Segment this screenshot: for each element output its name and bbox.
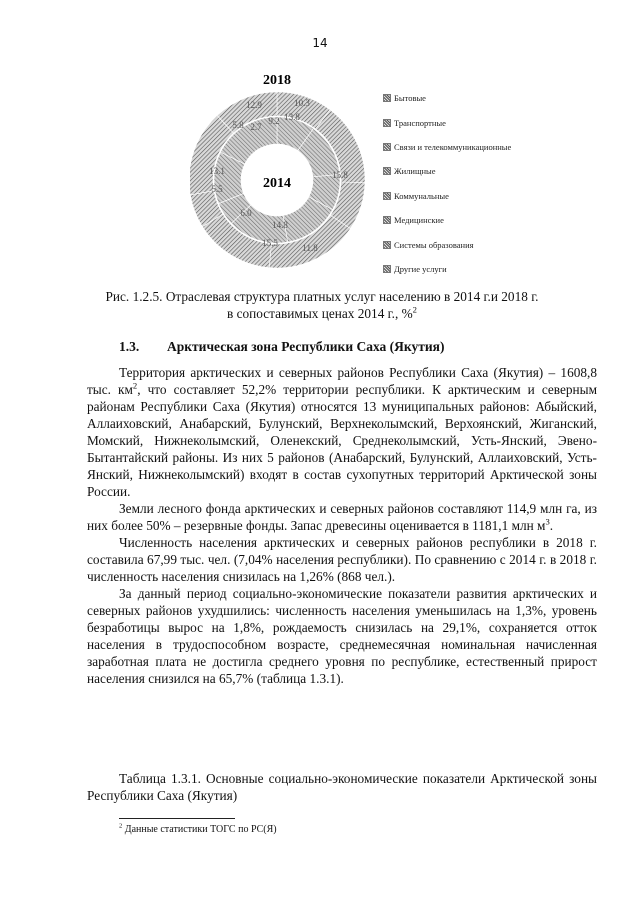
section-number: 1.3. [119, 339, 140, 354]
legend-swatch [383, 265, 391, 273]
footnote-mark: 2 [119, 822, 123, 830]
donut-value-label: 2.7 [250, 122, 262, 132]
section-heading [119, 339, 444, 355]
paragraph-1-sup: 2 [132, 380, 138, 391]
donut-value-label: 12.9 [246, 100, 262, 110]
paragraph-2-part-b: . [549, 518, 554, 533]
paragraph-3: Численность населения арктических и северных районов республики в 2018 г. составила 67,99 тыс. чел. (7,04% населения республики). По сравнению с 2014 г. в 2018 г. численность населения снизилась на 1,26% (868 чел.). [87, 535, 597, 584]
legend-swatch [383, 241, 391, 249]
outer-ring-label: 2018 [263, 73, 291, 88]
legend-label: Связи и телекоммуникационные [394, 141, 512, 152]
legend-item [383, 257, 583, 281]
paragraph-1 [87, 364, 597, 500]
legend-swatch [383, 167, 391, 175]
donut-value-label: 11.8 [302, 243, 318, 253]
paragraph-2-sup: 3 [545, 516, 550, 527]
caption-line-2-text: в сопоставимых ценах 2014 г., % [227, 306, 413, 321]
donut-value-label: 15.8 [332, 170, 348, 180]
chart-legend [383, 86, 583, 281]
footnote-text: Данные статистики ТОГС по РС(Я) [124, 824, 277, 835]
figure-caption [80, 288, 564, 322]
donut-value-label: 13.8 [284, 112, 300, 122]
legend-label: Коммунальные [394, 190, 449, 201]
footnote [119, 824, 277, 835]
legend-item [383, 135, 583, 159]
legend-item [383, 184, 583, 208]
legend-label: Транспортные [394, 117, 446, 128]
caption-line-2 [80, 305, 564, 322]
caption-line-1: Рис. 1.2.5. Отраслевая структура платных услуг населению в 2014 г.и 2018 г. [105, 289, 539, 304]
legend-label: Жилищные [394, 166, 436, 177]
legend-item [383, 110, 583, 134]
paragraph-2-part-a: Земли лесного фонда арктических и северных районов составляют 114,9 млн га, из них более 50% – резервные фонды. Запас древесины оценивается в 1181,1 млн м [87, 501, 597, 533]
paragraph-2 [87, 500, 597, 534]
donut-value-label: 15.5 [262, 238, 278, 248]
inner-ring-label: 2014 [263, 176, 291, 191]
legend-label: Другие услуги [394, 263, 447, 274]
legend-item [383, 86, 583, 110]
section-title: Арктическая зона Республики Саха (Якутия) [167, 339, 445, 354]
legend-label: Медицинские [394, 215, 444, 226]
paragraph-4: За данный период социально-экономические показатели развития арктических и северных районов ухудшились: численность населения уменьшилась на 1,3%, уровень безработицы вырос на 1,8%, рождаемость снизилась на 29,1%, сохраняется отток населения в трудоспособном возрасте, среднемесячная номинальная начисленная заработная плата не достигла среднего уровня по республике, естественный прирост населения снизился на 65,7% (таблица 1.3.1). [87, 586, 597, 686]
body-text [87, 364, 597, 687]
legend-swatch [383, 192, 391, 200]
legend-item [383, 232, 583, 256]
legend-swatch [383, 119, 391, 127]
paragraph-1-part-b: , что составляет 52,2% территории республики. К арктическим и северным районам Республики Саха (Якутия) относятся 13 муниципальных районов: Абыйский, Аллаиховский, Анабарский, Булунский, Верхнеколымский, Верхоянский, Жиганский, Момский, Нижнеколымский, Оленекский, Среднеколымский, Усть-Янский, Эвено-Бытантайский районы. Из них 5 районов (Анабарский, Булунский, Аллаиховский, Усть-Янский, Нижнеколымский) входят в состав сухопутных территорий Арктической зоны России. [87, 382, 598, 499]
legend-swatch [383, 143, 391, 151]
page-number: 14 [312, 36, 328, 50]
footnote-divider [119, 818, 235, 819]
paragraph-1-part-a: Территория арктических и северных районов Республики Саха (Якутия) – 1608,8 тыс. км [87, 365, 597, 397]
donut-value-label: 13.1 [209, 166, 225, 176]
caption-footnote-mark: 2 [412, 304, 417, 315]
donut-value-label: 5.8 [232, 120, 244, 130]
table-caption: Таблица 1.3.1. Основные социально-экономические показатели Арктической зоны Республики Саха (Якутия) [87, 771, 597, 803]
donut-value-label: 10.3 [294, 98, 310, 108]
legend-label: Системы образования [394, 239, 474, 250]
donut-value-label: 5.5 [211, 184, 223, 194]
donut-value-label: 6.0 [240, 208, 252, 218]
legend-item [383, 208, 583, 232]
donut-value-label: 9.2 [268, 116, 280, 126]
legend-label: Бытовые [394, 93, 426, 104]
legend-item [383, 159, 583, 183]
legend-swatch [383, 216, 391, 224]
donut-value-label: 14.8 [272, 220, 288, 230]
legend-swatch [383, 94, 391, 102]
